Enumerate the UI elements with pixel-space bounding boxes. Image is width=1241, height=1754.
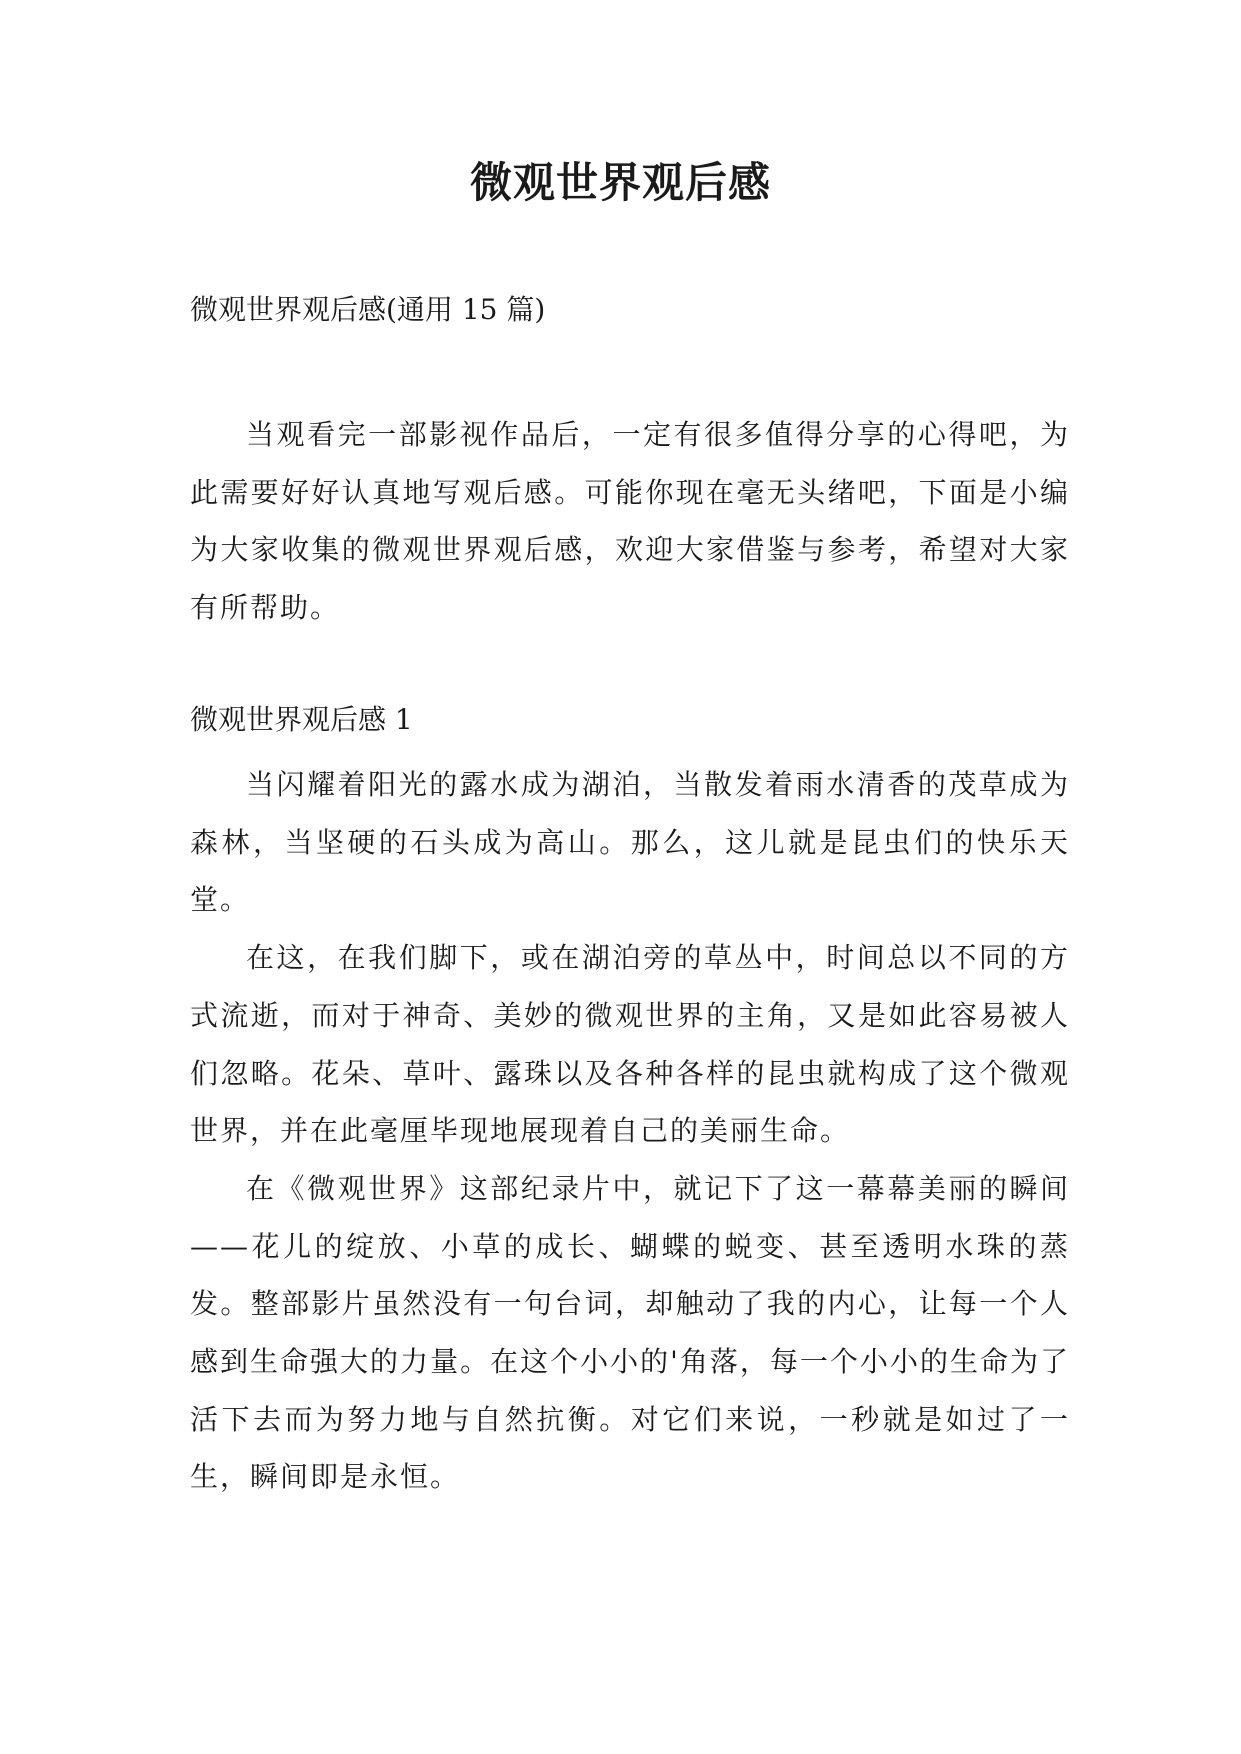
intro-paragraph: 当观看完一部影视作品后，一定有很多值得分享的心得吧，为此需要好好认真地写观后感。可能你现在毫无头绪吧，下面是小编为大家收集的微观世界观后感，欢迎大家借鉴与参考，希望对大家有所帮助。 [190, 418, 1070, 625]
document-title: 微观世界观后感 [469, 158, 771, 207]
body-paragraph-1: 当闪耀着阳光的露水成为湖泊，当散发着雨水清香的茂草成为森林，当坚硬的石头成为高山。那么，这儿就是昆虫们的快乐天堂。 [190, 768, 1070, 917]
intro-section [190, 406, 1070, 637]
document-subtitle: 微观世界观后感(通用 15 篇) [190, 293, 546, 326]
section-heading: 微观世界观后感 1 [190, 703, 413, 736]
body-paragraph-2: 在这，在我们脚下，或在湖泊旁的草丛中，时间总以不同的方式流逝，而对于神奇、美妙的微观世界的主角，又是如此容易被人们忽略。花朵、草叶、露珠以及各种各样的昆虫就构成了这个微观世界，并在此毫厘毕现地展现着自己的美丽生命。 [190, 941, 1070, 1148]
section-body [190, 756, 1070, 1506]
body-paragraph-3: 在《微观世界》这部纪录片中，就记下了这一幕幕美丽的瞬间——花儿的绽放、小草的成长、蝴蝶的蜕变、甚至透明水珠的蒸发。整部影片虽然没有一句台词，却触动了我的内心，让每一个人感到生命强大的力量。在这个小小的'角落，每一个小小的生命为了活下去而为努力地与自然抗衡。对它们来说，一秒就是如过了一生，瞬间即是永恒。 [190, 1171, 1070, 1494]
